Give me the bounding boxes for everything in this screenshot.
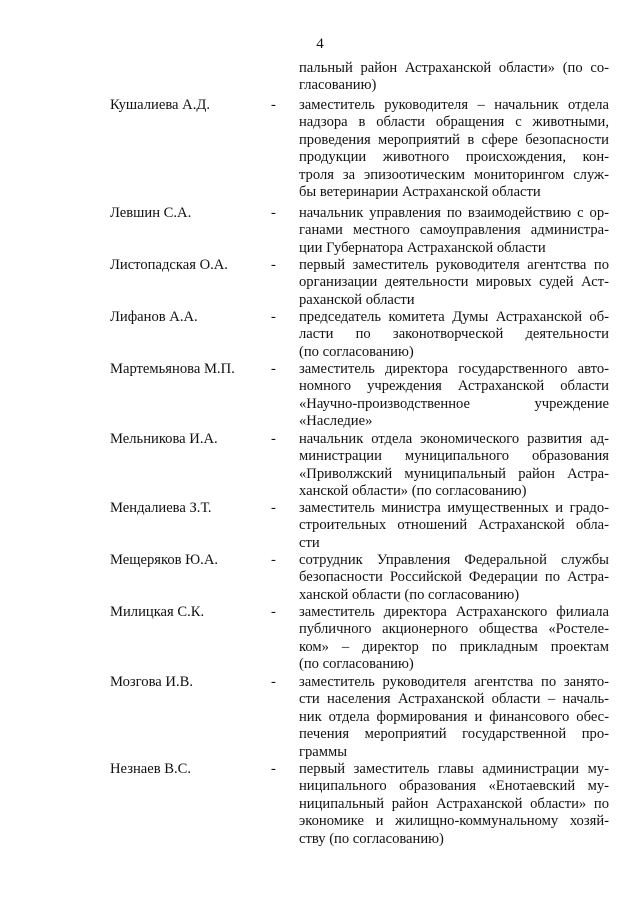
person-name: Листопадская О.А. [110,257,228,273]
position-description [299,361,609,431]
text-line: гласованию) [299,77,377,94]
position-description [299,431,609,501]
continuation-text [299,60,609,95]
text-line: печения мероприятий государственной про- [299,726,609,743]
text-line: сотрудник Управления Федеральной службы [299,552,609,568]
text-line: (по согласованию) [299,656,414,673]
text-line: публичного акционерного общества «Ростеле- [299,621,609,638]
text-line: заместитель руководителя – начальник отдела [299,97,609,113]
dash-separator: - [271,604,276,620]
text-line: «Научно-производственное учреждение [299,395,609,412]
text-line: «Наследие» [299,413,373,430]
text-line: пальный район Астраханской области» (по со- [299,60,609,76]
text-line: заместитель директора государственного авто- [299,361,609,377]
text-line: строительных отношений Астраханской обла- [299,517,609,534]
person-name: Незнаев В.С. [110,761,192,777]
person-name: Лифанов А.А. [110,309,198,325]
dash-separator: - [271,674,276,690]
text-line: ник отдела формирования и финансового обес- [299,708,609,725]
text-line: министрации муниципального образования [299,448,609,465]
text-line: ханской области» (по согласованию) [299,483,527,500]
person-name: Мещеряков Ю.А. [110,552,219,568]
text-line: заместитель министра имущественных и градо- [299,500,609,516]
position-description [299,552,609,604]
text-line: заместитель директора Астраханского филиала [299,604,609,620]
person-name: Мендалиева З.Т. [110,500,212,516]
text-line: председатель комитета Думы Астраханской об- [299,309,609,325]
text-line: проведения мероприятий в сфере безопасности [299,131,609,148]
text-line: надзора в области обращения с животными, [299,114,609,131]
position-description [299,257,609,309]
position-description [299,761,609,848]
text-line: начальник отдела экономического развития ад- [299,431,609,447]
text-line: начальник управления по взаимодействию с ор- [299,205,609,221]
dash-separator: - [271,361,276,377]
position-description [299,309,609,361]
person-name: Мозгова И.В. [110,674,193,690]
text-line: ству (по согласованию) [299,830,444,847]
position-description [299,500,609,552]
text-line: «Приволжский муниципальный район Астра- [299,465,609,482]
page-number: 4 [316,36,324,52]
position-description [299,97,609,201]
person-name: Кушалиева А.Д. [110,97,210,113]
text-line: сти населения Астраханской области – началь- [299,691,609,708]
person-name: Мельникова И.А. [110,431,218,447]
position-description [299,674,609,761]
position-description [299,604,609,674]
text-line: ханской области (по согласованию) [299,586,520,603]
text-line: безопасности Российской Федерации по Астра- [299,569,609,586]
text-line: ком» – директор по прикладным проектам [299,638,609,655]
text-line: раханской области [299,291,415,308]
text-line: граммы [299,743,348,760]
text-line: сти [299,534,320,551]
text-line: продукции животного происхождения, кон- [299,149,609,166]
text-line: заместитель руководителя агентства по занято- [299,674,609,690]
person-name: Милицкая С.К. [110,604,205,620]
text-line: троля за эпизоотическим мониторингом служ- [299,166,609,183]
dash-separator: - [271,431,276,447]
dash-separator: - [271,500,276,516]
position-description [299,205,609,257]
text-line: ниципального образования «Енотаевский му- [299,778,609,795]
text-line: бы ветеринарии Астраханской области [299,183,541,200]
text-line: первый заместитель руководителя агентства по [299,257,609,273]
person-name: Мартемьянова М.П. [110,361,235,377]
dash-separator: - [271,761,276,777]
text-line: (по согласованию) [299,343,414,360]
person-name: Левшин С.А. [110,205,192,221]
text-line: номного учреждения Астраханской области [299,378,609,395]
text-line: ганами местного самоуправления администра- [299,222,609,239]
dash-separator: - [271,205,276,221]
dash-separator: - [271,552,276,568]
text-line: ниципальный район Астраханской области» по [299,795,609,812]
dash-separator: - [271,257,276,273]
text-line: ласти по законотворческой деятельности [299,326,609,343]
dash-separator: - [271,97,276,113]
text-line: экономике и жилищно-коммунальному хозяй- [299,813,609,830]
text-line: первый заместитель главы администрации му- [299,761,609,777]
dash-separator: - [271,309,276,325]
text-line: ции Губернатора Астраханской области [299,239,546,256]
text-line: организации деятельности мировых судей Аст- [299,274,609,291]
